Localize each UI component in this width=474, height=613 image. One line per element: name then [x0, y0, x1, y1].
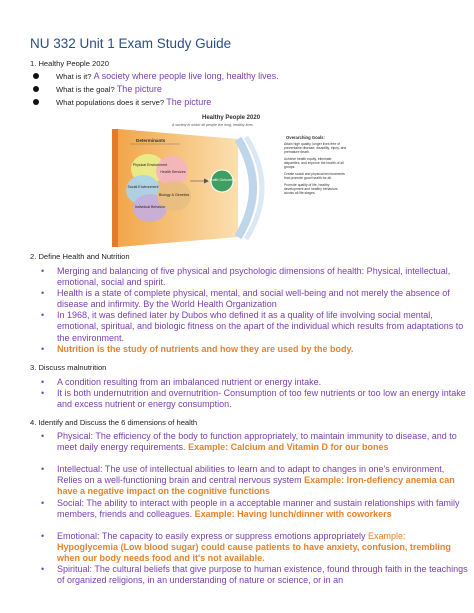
- circle-label: Physical Environment: [132, 163, 168, 167]
- bullet-icon: •: [41, 310, 45, 321]
- list-item-social: [38, 498, 468, 531]
- bullet-text: Nutrition is the study of nutrients and how they are used by the body.: [57, 343, 354, 354]
- section-4-list: [38, 431, 468, 586]
- bullet-icon: •: [41, 464, 45, 475]
- section-2-heading: 2. Define Health and Nutrition: [30, 252, 130, 261]
- circle-label: Individual Behavior: [134, 205, 166, 209]
- section-1-heading: 1. Healthy People 2020: [30, 59, 109, 68]
- bullet-icon: •: [41, 388, 45, 399]
- goal-item: Promote quality of life, healthy development and healthy behaviors across all life stages.: [284, 183, 338, 195]
- bullet-icon: [33, 86, 39, 92]
- bullet-text: Physical: The efficiency of the body to function appropriately, to maintain immunity to disease, and to meet daily energy requirements.: [57, 431, 457, 453]
- question-text: What is it?: [56, 72, 92, 81]
- health-outcomes-label: Health Outcomes: [208, 178, 236, 182]
- list-item: [38, 344, 468, 355]
- question-text: What populations does it serve?: [56, 98, 165, 107]
- bullet-text: It is both undernutrition and overnutrition- Consumption of too few nutrients or too low an energy intake and excess nutrient or energy consumption.: [57, 388, 466, 410]
- example-label: Example:: [368, 530, 406, 541]
- answer-text: The picture: [166, 97, 212, 107]
- bullet-text: Emotional: The capacity to easily express or suppress emotions appropriately: [57, 530, 366, 541]
- bullet-icon: •: [41, 266, 45, 276]
- list-item: [30, 83, 279, 96]
- answer-text: A society where people live long, healthy lives.: [93, 71, 279, 81]
- list-item: [38, 388, 468, 410]
- goals-box: [284, 142, 348, 248]
- bullet-text: In 1968, it was defined later by Dubos who defined it as a quality of life involving social mental, emotional, spiritual, and biologic fitness on the apart of the individual which results from adaptations to the environment.: [57, 310, 464, 343]
- circle-label: Biology & Genetics: [158, 193, 190, 197]
- example-text: Example: Iron-defiency anemia can have a negative impact on the cognitive functions: [57, 475, 455, 497]
- figure-subtitle: A society in which all people live long, healthy lives: [172, 123, 253, 127]
- bullet-text: Health is a state of complete physical, mental, and social well-being and not merely the absence of disease and infirmity. By the World Health Organization: [57, 288, 450, 310]
- list-item: [38, 310, 468, 343]
- figure-title: Healthy People 2020: [202, 115, 261, 121]
- bullet-text: Intellectual: The use of intellectual abilities to learn and to adapt to changes in one's environment, Relies on a well-functioning brain and central nervous system: [57, 464, 445, 486]
- answer-text: The picture: [116, 84, 162, 94]
- arc-band: [238, 139, 253, 237]
- list-item-intellectual: [38, 464, 468, 497]
- section-4-heading: 4. Identify and Discuss the 6 dimensions of health: [30, 418, 198, 427]
- bullet-text: Social: The ability to interact with people in a acceptable manner and sustain relationships with family members, friends and colleagues.: [57, 497, 460, 519]
- list-item-emotional: [38, 531, 468, 564]
- bullet-icon: •: [41, 431, 45, 441]
- determinants-label: Determinants: [136, 138, 166, 143]
- circle-label: Social Environment: [127, 185, 159, 189]
- list-item-spiritual: [38, 564, 468, 586]
- page-title: NU 332 Unit 1 Exam Study Guide: [30, 36, 232, 51]
- example-text: Hypoglycemia (Low blood sugar) could cause patients to have anxiety, confusion, trembling when our body needs food and it's not available.: [57, 541, 451, 564]
- bullet-icon: [33, 73, 39, 79]
- bullet-text: A condition resulting from an imbalanced nutrient or energy intake.: [57, 377, 322, 387]
- list-item-physical: [38, 431, 468, 464]
- circle-label: Health Services: [160, 170, 186, 174]
- bullet-icon: •: [41, 497, 45, 508]
- bullet-icon: [33, 99, 39, 105]
- panel-edge: [112, 129, 118, 247]
- bullet-icon: •: [41, 288, 45, 299]
- bullet-text: Merging and balancing of five physical and psychologic dimensions of health: Physical, intellectual, emotional, social and spirit.: [57, 266, 451, 288]
- section-1-list: [30, 70, 279, 109]
- section-3-list: [38, 377, 468, 410]
- section-2-list: [38, 266, 468, 355]
- question-text: What is the goal?: [56, 85, 115, 94]
- bullet-icon: •: [41, 377, 45, 387]
- list-item: [30, 96, 279, 109]
- list-item: [38, 266, 468, 288]
- list-item: [38, 377, 468, 388]
- example-text: Example: Calcium and Vitamin D for our bones: [188, 442, 389, 453]
- section-3-heading: 3. Discuss malnutrition: [30, 363, 107, 372]
- goals-heading: Overarching Goals:: [286, 135, 325, 140]
- bullet-icon: •: [41, 530, 45, 541]
- list-item: [30, 70, 279, 83]
- bullet-icon: •: [41, 343, 45, 354]
- goal-item: Create social and physical environments that promote good health for all.: [284, 172, 345, 180]
- list-item: [38, 288, 468, 310]
- example-text: Example: Having lunch/dinner with coworkers: [194, 508, 392, 519]
- bullet-text: Spiritual: The cultural beliefs that give purpose to human existence, found through faith in the teachings of organized religions, in an understanding of nature or science, or in an: [57, 564, 468, 586]
- bullet-icon: •: [41, 564, 45, 575]
- healthy-people-2020-figure: [110, 111, 350, 254]
- goal-item: Attain high quality, longer lives free of preventable disease, disability, injury, and premature death.: [284, 142, 347, 154]
- goal-item: Achieve health equity, eliminate disparities, and improve the health of all groups.: [284, 157, 344, 169]
